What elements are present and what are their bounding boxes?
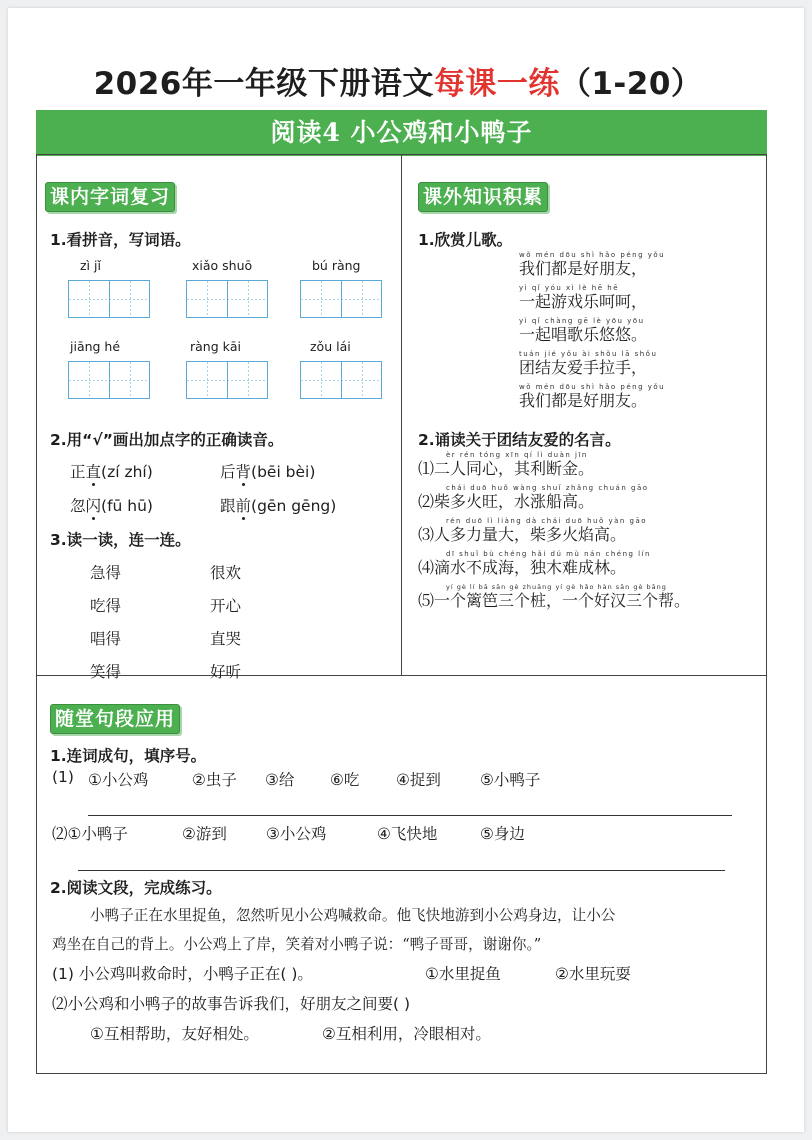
passage-text: 小鸭子正在水里捉鱼，忽然听见小公鸡喊救命。他飞快地游到小公鸡身边，让小公 xyxy=(90,907,616,924)
pronunciation-item: 正直(zí zhí) xyxy=(70,463,153,481)
poem-line: tuán jié yǒu ài shǒu lā shǒu 团结友爱手拉手， xyxy=(519,350,658,377)
question-read-passage: 2.阅读文段，完成练习。 xyxy=(50,879,222,897)
word-card: ③小公鸡 xyxy=(266,825,327,843)
word-card: ①小公鸡 xyxy=(88,771,149,789)
word-card: ②虫子 xyxy=(192,771,237,789)
word-card: ⑤小鸭子 xyxy=(480,771,541,789)
pinyin-label: ràng kāi xyxy=(190,339,242,354)
option-b[interactable]: ②水里玩耍 xyxy=(555,965,631,983)
pronunciation-options[interactable]: (bēi bèi) xyxy=(251,463,316,481)
pinyin-label: xiǎo shuō xyxy=(192,258,253,273)
writing-grid[interactable] xyxy=(186,280,268,318)
lesson-banner: 阅读4 小公鸡和小鸭子 xyxy=(36,110,767,156)
section-heading-sentence-practice: 随堂句段应用 xyxy=(50,704,180,734)
pronunciation-options[interactable]: (gēn gēng) xyxy=(251,497,337,515)
saying-line: rén duō lì liàng dà chái duō huǒ yàn gāo ⑶人多力量大，柴多火焰高。 xyxy=(418,517,648,544)
word-card: ⑥吃 xyxy=(330,771,360,789)
answer-line[interactable] xyxy=(88,815,732,816)
word-order-number: (1) xyxy=(52,768,74,786)
pronunciation-item: 跟前(gēn gēng) xyxy=(220,497,337,515)
option-b[interactable]: ②互相利用，冷眼相对。 xyxy=(322,1025,491,1043)
match-left-item[interactable]: 唱得 xyxy=(90,630,122,648)
section-heading-extra-knowledge: 课外知识积累 xyxy=(418,182,548,212)
section-divider xyxy=(36,675,767,676)
option-a[interactable]: ①互相帮助，友好相处。 xyxy=(90,1025,259,1043)
match-right-item[interactable]: 直哭 xyxy=(210,630,242,648)
question-pinyin-write: 1.看拼音，写词语。 xyxy=(50,231,191,249)
question-enjoy-song: 1.欣赏儿歌。 xyxy=(418,231,513,249)
saying-line: dī shuǐ bù chéng hǎi dú mù nán chéng lín ⑷滴水不成海，独木难成林。 xyxy=(418,550,651,577)
word-card: ②游到 xyxy=(182,825,227,843)
word-card: ⑤身边 xyxy=(480,825,525,843)
sub-question-2: ⑵小公鸡和小鸭子的故事告诉我们，好朋友之间要( ) xyxy=(52,995,411,1013)
writing-grid[interactable] xyxy=(68,361,150,399)
poem-line: wǒ mén dōu shì hǎo péng yǒu 我们都是好朋友， xyxy=(519,251,666,278)
match-left-item[interactable]: 急得 xyxy=(90,564,122,582)
title-part-highlight: 每课一练 xyxy=(433,66,560,102)
option-a[interactable]: ①水里捉鱼 xyxy=(425,965,501,983)
question-recite-sayings: 2.诵读关于团结友爱的名言。 xyxy=(418,431,621,449)
pronunciation-item: 忽闪(fū hū) xyxy=(70,497,153,515)
pinyin-label: zì jǐ xyxy=(80,258,101,273)
poem-line: yì qǐ chàng gē lè yōu yōu 一起唱歌乐悠悠。 xyxy=(519,317,648,344)
writing-grid[interactable] xyxy=(186,361,268,399)
passage-text: 鸡坐在自己的背上。小公鸡上了岸，笑着对小鸭子说：“鸭子哥哥，谢谢你。” xyxy=(52,936,542,953)
poem-line: yì qǐ yóu xì lè hē hē 一起游戏乐呵呵， xyxy=(519,284,648,311)
writing-grid[interactable] xyxy=(300,280,382,318)
section-heading-vocab-review: 课内字词复习 xyxy=(45,182,175,212)
sub-question-1: (1) 小公鸡叫救命时，小鸭子正在( )。 xyxy=(52,965,313,983)
pinyin-label: jiāng hé xyxy=(70,339,121,354)
column-divider xyxy=(401,154,402,676)
saying-line: chái duō huǒ wàng shuǐ zhǎng chuán gāo ⑵柴多火旺，水涨船高。 xyxy=(418,484,649,511)
answer-line[interactable] xyxy=(78,870,725,871)
page-title xyxy=(0,58,796,103)
question-match: 3.读一读，连一连。 xyxy=(50,531,191,549)
word-card: ④捉到 xyxy=(396,771,441,789)
word-card: ⑵①小鸭子 xyxy=(52,825,128,843)
match-right-item[interactable]: 好听 xyxy=(210,663,242,681)
pinyin-label: bú ràng xyxy=(312,258,361,273)
pronunciation-options[interactable]: (fū hū) xyxy=(101,497,153,515)
title-part-1: 2026年一年级下册语文 xyxy=(93,66,434,102)
title-part-range: （1-20） xyxy=(559,66,703,102)
pinyin-label: zǒu lái xyxy=(310,339,351,354)
match-left-item[interactable]: 笑得 xyxy=(90,663,122,681)
match-right-item[interactable]: 很欢 xyxy=(210,564,242,582)
word-card: ③给 xyxy=(265,771,295,789)
match-right-item[interactable]: 开心 xyxy=(210,597,242,615)
question-tick-pronunciation: 2.用“√”画出加点字的正确读音。 xyxy=(50,431,284,449)
saying-line: yí gè lí bā sān gè zhuāng yí gè hǎo hàn sān gè bāng ⑸一个篱笆三个桩，一个好汉三个帮。 xyxy=(418,583,691,610)
pronunciation-options[interactable]: (zí zhí) xyxy=(101,463,153,481)
saying-line: èr rén tóng xīn qí lì duàn jīn ⑴二人同心，其利断金。 xyxy=(418,451,595,478)
question-order-words: 1.连词成句，填序号。 xyxy=(50,747,207,765)
writing-grid[interactable] xyxy=(68,280,150,318)
poem-line: wǒ mén dōu shì hǎo péng yǒu 我们都是好朋友。 xyxy=(519,383,666,410)
pronunciation-item: 后背(bēi bèi) xyxy=(220,463,316,481)
writing-grid[interactable] xyxy=(300,361,382,399)
word-card: ④飞快地 xyxy=(377,825,438,843)
match-left-item[interactable]: 吃得 xyxy=(90,597,122,615)
